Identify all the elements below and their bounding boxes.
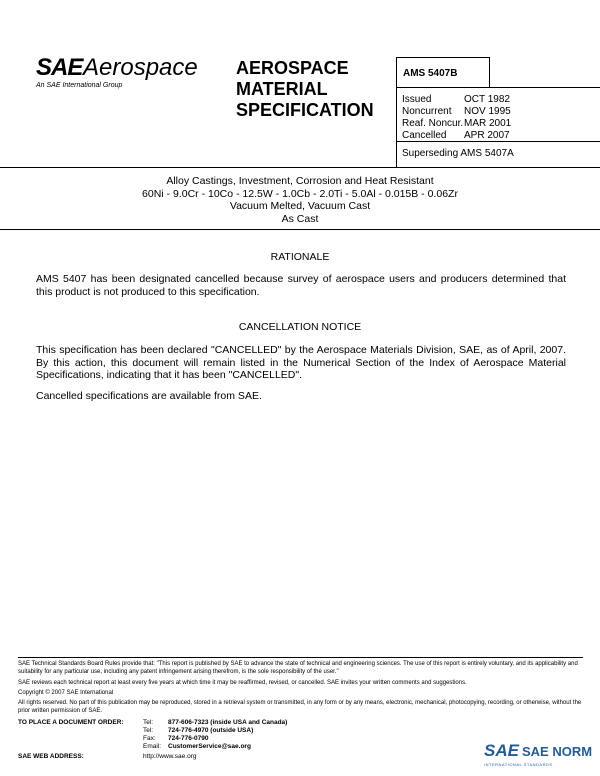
contact-label-email: Email: [143, 743, 162, 750]
web-address-link[interactable]: http://www.sae.org [143, 753, 197, 760]
header-divider [396, 57, 397, 167]
rationale-text: AMS 5407 has been designated cancelled because survey of aerospace users and producers determined that this product is not produced to this specification. [36, 273, 566, 298]
subject-line-3: Vacuum Melted, Vacuum Cast [229, 200, 371, 212]
contact-email: CustomerService@sae.org [168, 743, 251, 750]
logo-tagline: An SAE International Group [36, 82, 123, 89]
contact-tel-2: 724-776-4970 (outside USA) [168, 727, 254, 734]
footer-rights-text: All rights reserved. No part of this publication may be reproduced, stored in a retrieval system or transmitted, in any form or by any means, electronic, mechanical, photocopying, recording, or otherwise, without the prior written permission of SAE. [18, 700, 582, 714]
subject-line-4: As Cast [281, 212, 319, 225]
sae-norm-mark: SAE [484, 741, 519, 760]
contact-label-tel-2: Tel: [143, 727, 154, 734]
sae-norm-text: SAE NORM [522, 744, 593, 759]
web-label: SAE WEB ADDRESS: [18, 753, 84, 760]
order-label: TO PLACE A DOCUMENT ORDER: [18, 719, 124, 726]
doc-number-box [396, 57, 490, 88]
contact-tel-1: 877-606-7323 (inside USA and Canada) [168, 719, 288, 726]
footer-review-text: SAE reviews each technical report at least every five years at which time it may be reaffirmed, revised, or cancelled. SAE invites your written comments and suggestions. [18, 680, 467, 686]
dates-block [396, 87, 600, 141]
availability-text: Cancelled specifications are available from SAE. [36, 390, 262, 402]
contact-label-fax: Fax: [143, 735, 156, 742]
sae-norm-subtext: INTERNATIONAL STANDARDS [484, 762, 553, 767]
date-row-reaffirmed: Reaf. Noncur.MAR 2001 [402, 118, 512, 129]
title-line-3: SPECIFICATION [236, 100, 374, 120]
aerospace-logo-word: Aerospace [83, 54, 198, 81]
subject-title [0, 175, 600, 225]
sae-norm-logo [484, 741, 599, 771]
superseding-note: Superseding AMS 5407A [402, 148, 514, 159]
date-row-cancelled: Cancelled APR 2007 [402, 130, 510, 141]
cancellation-heading: CANCELLATION NOTICE [238, 321, 362, 333]
title-line-2: MATERIAL [236, 79, 328, 99]
subject-line-1: Alloy Castings, Investment, Corrosion and Heat Resistant [166, 175, 434, 187]
doc-number: AMS 5407B [403, 68, 458, 79]
subject-rule [0, 229, 600, 230]
contact-label-tel-1: Tel: [143, 719, 154, 726]
contact-fax: 724-776-0790 [168, 735, 209, 742]
date-row-noncurrent: Noncurrent NOV 1995 [402, 106, 511, 117]
superseding-divider [396, 141, 600, 142]
cancellation-text: This specification has been declared "CANCELLED" by the Aerospace Materials Division, SAE, as of April, 2007. By this action, this document will remain listed in the Numerical Section of the Index of Aerospace Material Specifications, indicating that it has been "CANCELLED". [36, 344, 566, 381]
header-rule [0, 167, 600, 168]
subject-line-2: 60Ni - 9.0Cr - 10Co - 12.5W - 1.0Cb - 2.0Ti - 5.0Al - 0.015B - 0.06Zr [142, 187, 458, 200]
footer-rule [18, 657, 583, 658]
title-line-1: AEROSPACE [236, 58, 349, 78]
footer-rules-text: SAE Technical Standards Board Rules provide that: "This report is published by SAE to advance the state of technical and engineering sciences. The use of this report is entirely voluntary, and its applicability and suitability for any particular use, including any patent infringement arising therefrom, is the sole responsibility of the user." [18, 661, 578, 675]
footer-copyright: Copyright © 2007 SAE International [18, 690, 114, 696]
sae-logo-mark: SAE [36, 54, 83, 81]
date-row-issued: Issued OCT 1982 [402, 94, 510, 105]
document-type-title [236, 58, 374, 121]
rationale-heading: RATIONALE [270, 251, 330, 263]
